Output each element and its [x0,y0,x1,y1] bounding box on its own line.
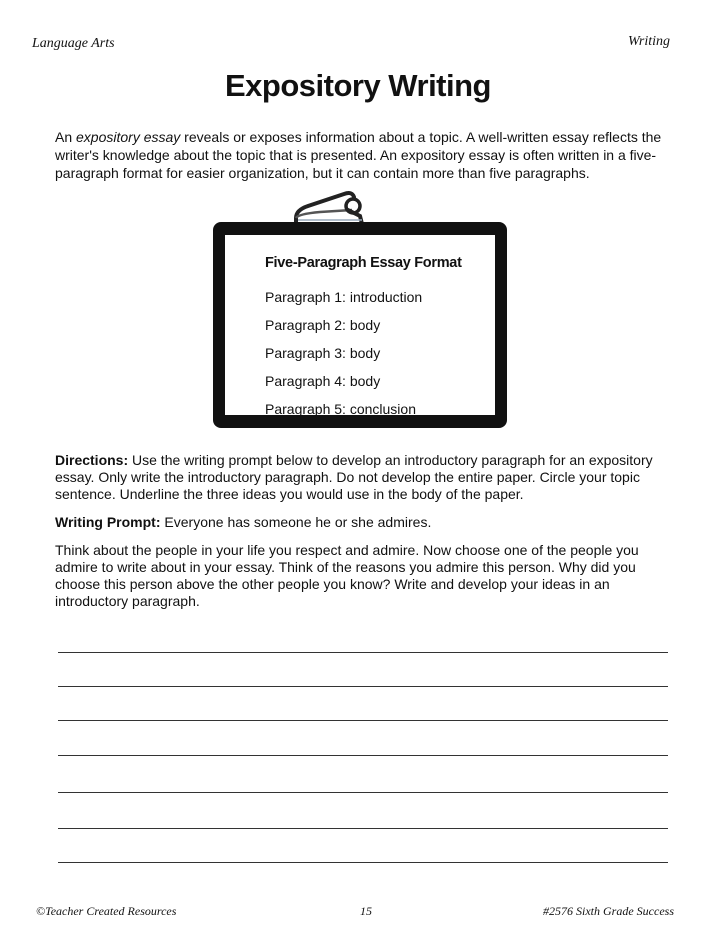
list-item: Paragraph 5: conclusion [265,401,416,417]
footer-book-title: #2576 Sixth Grade Success [543,904,674,918]
clipboard-paper [225,235,495,415]
card-title: Five-Paragraph Essay Format [265,255,462,271]
prompt-label: Writing Prompt: [55,514,161,530]
directions-paragraph [55,452,675,503]
instructions-paragraph: Think about the people in your life you respect and admire. Now choose one of the people you admire to write about in your essay. Think of the reasons you admire this person. Why did you choose this person above the other people you know? Write and develop your ideas in an introductory paragraph. [55,542,639,609]
intro-paragraph [55,128,675,182]
writing-line-2[interactable] [58,686,668,687]
list-item: Paragraph 1: introduction [265,289,423,305]
intro-post: reveals or exposes information about a topic. A well-written essay reflects the writer's knowledge about the topic that is presented. An expository essay is often written in a five-paragraph format for easier organization, but it can contain more than five paragraphs. [55,129,662,181]
writing-line-7[interactable] [58,862,668,863]
list-item: Paragraph 3: body [265,345,381,361]
directions-text: Use the writing prompt below to develop an introductory paragraph for an expository essay. Only write the introductory paragraph. Do not develop the entire paper. Circle your topic sentence. Underline the three ideas you would use in the body of the paper. [55,452,653,502]
writing-line-4[interactable] [58,755,668,756]
essay-format-clipboard [213,222,507,428]
list-item: Paragraph 2: body [265,317,381,333]
intro-term: expository essay [76,129,181,145]
section-label: Writing [627,34,670,49]
paragraph-list [265,287,422,427]
page-title: Expository Writing [224,68,491,103]
subject-label: Language Arts [32,36,115,51]
writing-line-3[interactable] [58,720,668,721]
writing-prompt [55,514,431,530]
writing-line-1[interactable] [58,652,668,653]
writing-line-6[interactable] [58,828,668,829]
footer-copyright: ©Teacher Created Resources [36,904,177,918]
prompt-text: Everyone has someone he or she admires. [160,514,432,530]
writing-line-5[interactable] [58,792,668,793]
intro-pre: An [55,129,77,145]
footer-page-number: 15 [360,904,372,918]
directions-label: Directions: [55,452,129,468]
list-item: Paragraph 4: body [265,373,381,389]
